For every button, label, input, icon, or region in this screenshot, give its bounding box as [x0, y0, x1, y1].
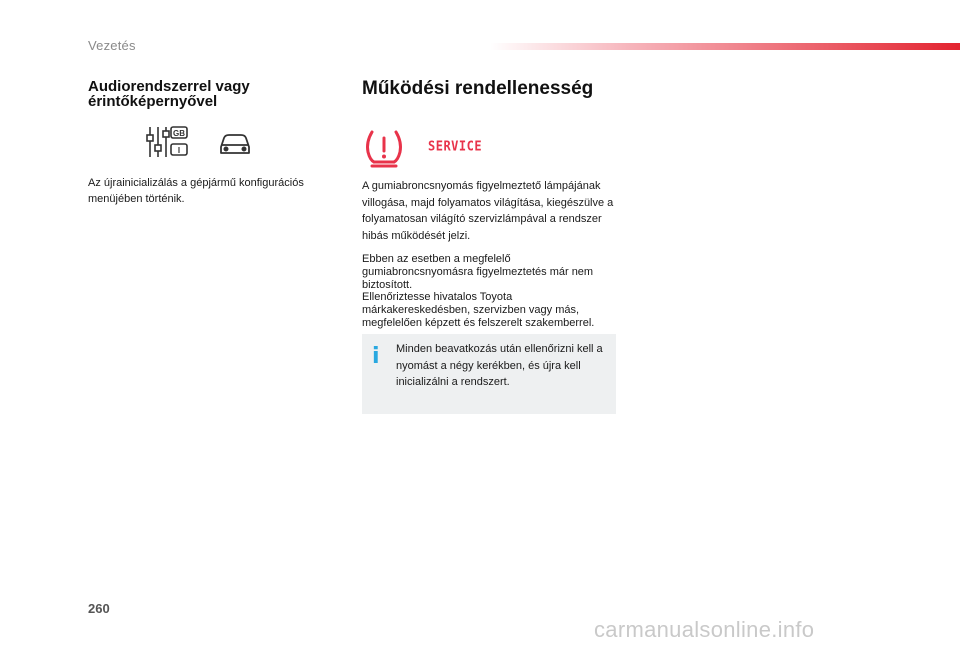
service-warning-label: SERVICE: [428, 138, 483, 154]
right-section-title: Működési rendellenesség: [362, 78, 594, 99]
fault-description-paragraph: A gumiabroncsnyomás figyelmeztető lámpájának villogása, majd folyamatos világítása, kiegészülve a folyamatosan világító szervizlámpával a rendszer hibás működését jelzi.: [362, 180, 614, 242]
left-icon-group: [145, 123, 255, 166]
watermark-text: carmanualsonline.info: [594, 617, 815, 642]
right-icon-group: [364, 128, 406, 175]
info-icon: i: [372, 344, 380, 369]
tire-pressure-warning-icon: [364, 128, 406, 170]
section-header-title: Vezetés: [88, 38, 136, 53]
settings-sliders-gb-icon: [145, 123, 255, 161]
info-note-box: [362, 334, 616, 414]
fault-action-paragraph: [362, 253, 620, 330]
fault-action-line-1: Ebben az esetben a megfelelő gumiabroncsnyomásra figyelmeztetés már nem biztosított.: [362, 253, 594, 291]
header-accent-bar: [490, 43, 960, 50]
gb-label: GB: [173, 129, 185, 138]
left-body-text: Az újrainicializálás a gépjármű konfigurációs menüjében történik.: [88, 177, 304, 205]
page-number: 260: [88, 601, 110, 616]
fault-action-line-2: Ellenőriztesse hivatalos Toyota márkakereskedésben, szervizben vagy más, megfelelően képzett és felszerelt szakemberrel.: [362, 291, 595, 329]
car-icon: [221, 135, 249, 153]
left-section-title: Audiorendszerrel vagy érintőképernyővel: [88, 78, 250, 110]
info-note-text: Minden beavatkozás után ellenőrizni kell a nyomást a négy kerékben, és újra kell inicializálni a rendszert.: [396, 343, 603, 388]
i-label: I: [177, 146, 181, 155]
